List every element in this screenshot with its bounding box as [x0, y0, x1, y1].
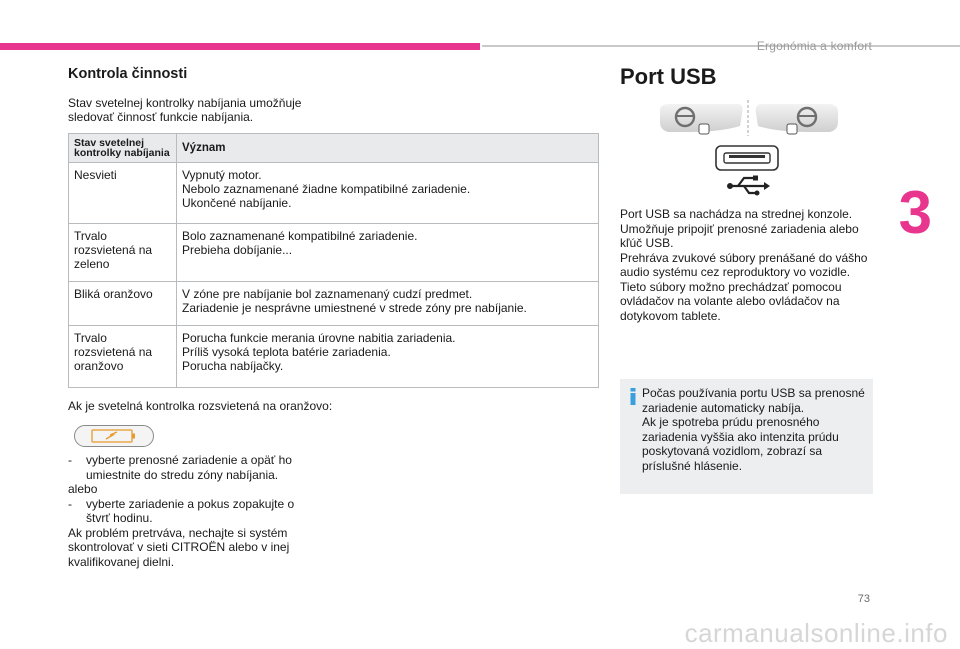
table-cell-meaning [177, 224, 599, 282]
info-box [620, 379, 873, 494]
step-2-text: vyberte zariadenie a pokus zopakujte o štvrť hodinu. [86, 496, 295, 525]
meaning-line: V zóne pre nabíjanie bol zaznamenaný cudzí predmet. [182, 287, 473, 301]
usb-text-line: Prehráva zvukové súbory prenášané do vášho audio systému cez reproduktory vo vozidle. [620, 250, 868, 279]
table-header-meaning: Význam [177, 134, 599, 163]
closing-text: Ak problém pretrváva, nechajte si systém skontrolovať v sieti CITROËN alebo v inej kvalifikovanej dielni. [68, 525, 290, 569]
step-1-text: vyberte prenosné zariadenie a opäť ho umiestnite do stredu zóny nabíjania. [86, 453, 292, 482]
status-table [68, 133, 599, 388]
table-cell-state: Trvalo rozsvietená na oranžovo [69, 326, 177, 388]
table-cell-meaning [177, 282, 599, 326]
usb-port-icon [716, 146, 778, 170]
list-item: - vyberte zariadenie a pokus zopakujte o štvrť hodinu. [68, 497, 318, 526]
usb-illustration [660, 96, 840, 200]
orange-note: Ak je svetelná kontrolka rozsvietená na oranžovo: [68, 399, 333, 413]
table-row [69, 163, 599, 224]
table-row [69, 282, 599, 326]
table-cell-state: Trvalo rozsvietená na zeleno [69, 224, 177, 282]
meaning-line: Vypnutý motor. [182, 168, 262, 182]
meaning-line: Porucha funkcie merania úrovne nabitia zariadenia. [182, 331, 456, 345]
header-rule [482, 45, 960, 47]
heading-port-usb: Port USB [620, 64, 717, 89]
table-cell-state: Bliká oranžovo [69, 282, 177, 326]
table-cell-meaning [177, 326, 599, 388]
table-cell-state: Nesvieti [69, 163, 177, 224]
or-text: alebo [68, 482, 98, 496]
table-header-row [69, 134, 599, 163]
usb-description [620, 207, 875, 323]
page-number: 73 [857, 593, 870, 605]
header-accent-bar [0, 43, 480, 50]
table-header-state: Stav svetelnej kontrolky nabíjania [69, 134, 177, 163]
usb-text-line: Umožňuje pripojiť prenosné zariadenia alebo kľúč USB. [620, 221, 859, 250]
info-icon [629, 388, 637, 405]
meaning-line: Prebieha dobíjanie... [182, 243, 293, 257]
section-title: Ergonómia a komfort [756, 39, 872, 53]
chapter-number: 3 [898, 179, 932, 246]
table-row [69, 224, 599, 282]
usb-symbol-icon [727, 176, 770, 196]
meaning-line: Ukončené nabíjanie. [182, 196, 292, 210]
meaning-line: Nebolo zaznamenané žiadne kompatibilné zariadenie. [182, 182, 471, 196]
usb-text-line: Port USB sa nachádza na strednej konzole. [620, 207, 853, 221]
table-cell-meaning [177, 163, 599, 224]
meaning-line: Príliš vysoká teplota batérie zariadenia. [182, 345, 391, 359]
steps-list [68, 453, 318, 569]
table-row [69, 326, 599, 388]
heading-kontrola: Kontrola činnosti [68, 66, 188, 82]
info-text: Počas používania portu USB sa prenosné zariadenie automaticky nabíja. Ak je spotreba prúdu prenosného zariadenia vyššia ako intenzita prúdu poskytovaná vozidlom, zobrazí sa príslušné hlásenie. [642, 386, 865, 473]
meaning-line: Zariadenie je nesprávne umiestnené v strede zóny pre nabíjanie. [182, 301, 527, 315]
list-item: - vyberte prenosné zariadenie a opäť ho umiestnite do stredu zóny nabíjania. [68, 453, 318, 482]
meaning-line: Bolo zaznamenané kompatibilné zariadenie. [182, 229, 418, 243]
usb-text-line: Tieto súbory možno prechádzať pomocou ovládačov na volante alebo ovládačov na dotykovom tablete. [620, 279, 842, 323]
intro-text: Stav svetelnej kontrolky nabíjania umožňuje sledovať činnosť funkcie nabíjania. [68, 96, 302, 124]
watermark: carmanualsonline.info [684, 618, 948, 648]
wireless-charging-indicator-icon [74, 425, 154, 447]
meaning-line: Porucha nabíjačky. [182, 359, 284, 373]
